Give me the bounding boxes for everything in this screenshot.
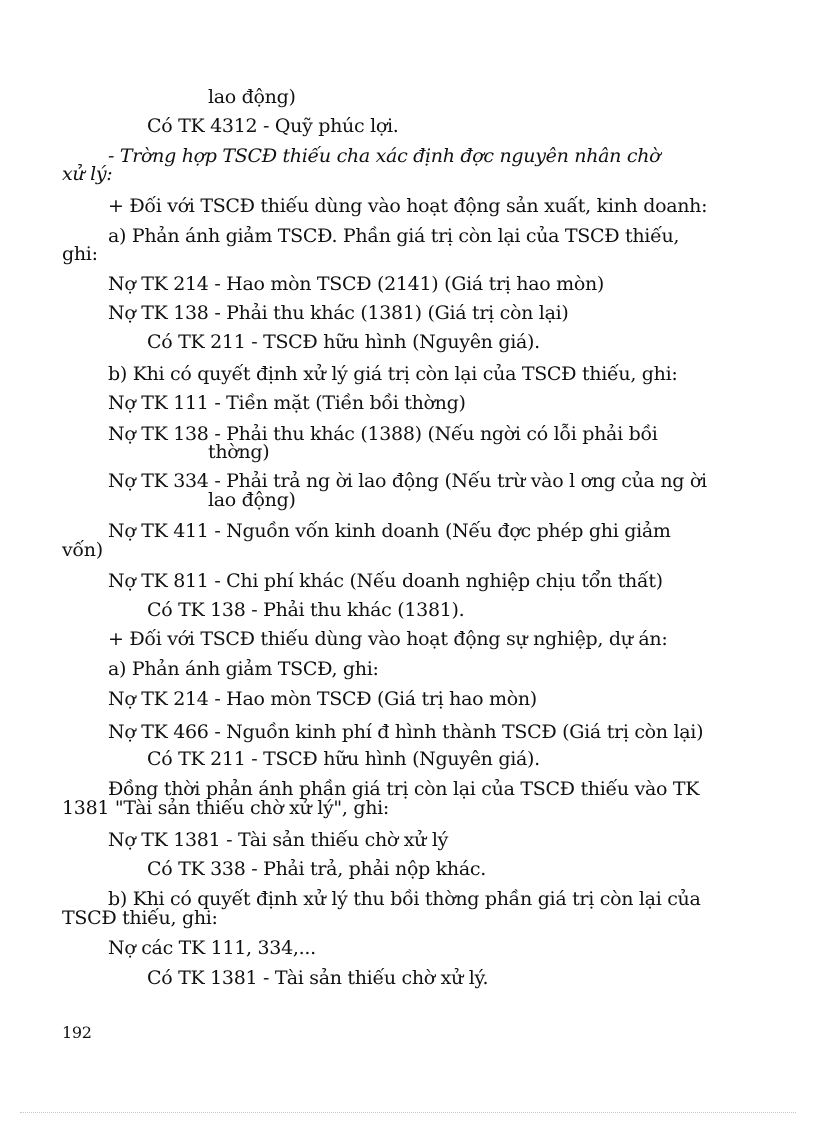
section-heading-cont: xử lý: [62,163,113,185]
text-line: lao động) [208,86,296,108]
journal-entry-debit: Nợ TK 138 - Phải thu khác (1381) (Giá trị còn lại) [108,302,569,324]
page-bottom-divider [20,1112,796,1113]
journal-entry-debit: Nợ TK 411 - Nguồn vốn kinh doanh (Nếu đợc phép ghi giảm [108,520,671,542]
text-line: TSCĐ thiếu, ghi: [62,907,218,929]
journal-entry-debit: Nợ TK 811 - Chi phí khác (Nếu doanh nghiệp chịu tổn thất) [108,570,663,592]
text-line: thờng) [208,441,270,463]
text-line: a) Phản ánh giảm TSCĐ, ghi: [108,658,379,680]
journal-entry-debit: Nợ TK 466 - Nguồn kinh phí đ hình thành TSCĐ (Giá trị còn lại) [108,721,704,743]
text-line: Đồng thời phản ánh phần giá trị còn lại của TSCĐ thiếu vào TK [108,778,700,800]
journal-entry-debit: Nợ TK 111 - Tiền mặt (Tiền bồi thờng) [108,392,466,414]
text-line: Có TK 4312 - Quỹ phúc lợi. [147,115,399,137]
section-heading: - Trờng hợp TSCĐ thiếu cha xác định đợc nguyên nhân chờ [108,145,661,167]
text-line: b) Khi có quyết định xử lý giá trị còn lại của TSCĐ thiếu, ghi: [108,363,678,385]
text-line: 1381 "Tài sản thiếu chờ xử lý", ghi: [62,797,390,819]
text-line: vốn) [62,539,103,561]
page-number: 192 [62,1023,92,1042]
journal-entry-debit: Nợ TK 1381 - Tài sản thiếu chờ xử lý [108,829,449,851]
journal-entry-credit: Có TK 211 - TSCĐ hữu hình (Nguyên giá). [147,331,540,353]
text-line: + Đối với TSCĐ thiếu dùng vào hoạt động sự nghiệp, dự án: [108,628,668,650]
journal-entry-debit: Nợ các TK 111, 334,... [108,937,316,959]
text-line: a) Phản ánh giảm TSCĐ. Phần giá trị còn lại của TSCĐ thiếu, [108,225,680,247]
journal-entry-debit: Nợ TK 138 - Phải thu khác (1388) (Nếu ngời có lỗi phải bồi [108,423,658,445]
text-line: b) Khi có quyết định xử lý thu bồi thờng phần giá trị còn lại của [108,888,701,910]
journal-entry-credit: Có TK 211 - TSCĐ hữu hình (Nguyên giá). [147,748,540,770]
journal-entry-debit: Nợ TK 214 - Hao mòn TSCĐ (2141) (Giá trị hao mòn) [108,273,605,295]
journal-entry-credit: Có TK 138 - Phải thu khác (1381). [147,599,465,621]
text-line: ghi: [62,243,98,265]
journal-entry-credit: Có TK 338 - Phải trả, phải nộp khác. [147,858,486,880]
text-line: lao động) [208,489,296,511]
journal-entry-debit: Nợ TK 334 - Phải trả ng ời lao động (Nếu trừ vào l ơng của ng ời [108,470,707,492]
text-line: + Đối với TSCĐ thiếu dùng vào hoạt động sản xuất, kinh doanh: [108,195,708,217]
journal-entry-debit: Nợ TK 214 - Hao mòn TSCĐ (Giá trị hao mòn) [108,688,537,710]
journal-entry-credit: Có TK 1381 - Tài sản thiếu chờ xử lý. [147,967,489,989]
